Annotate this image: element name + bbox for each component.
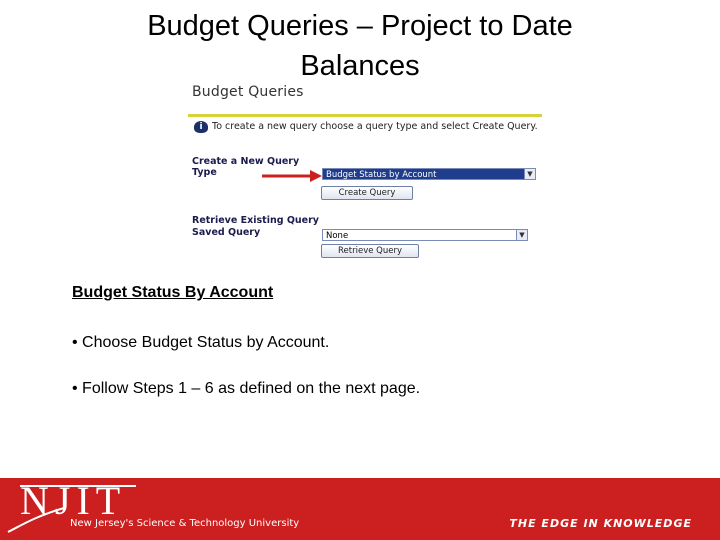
university-name: New Jersey's Science & Technology University [70,518,300,529]
info-message-text: To create a new query choose a query type and select Create Query. [212,121,538,132]
slide-title-line-1: Budget Queries – Project to Date [147,10,573,42]
chevron-down-icon[interactable]: ▼ [516,230,527,240]
saved-query-label: Saved Query [192,227,261,238]
query-type-select[interactable] [322,168,536,180]
retrieve-query-button[interactable]: Retrieve Query [321,244,419,258]
tagline: THE EDGE IN KNOWLEDGE [509,517,692,530]
bullet-item: • Follow Steps 1 – 6 as defined on the next page. [72,380,421,397]
query-type-select-value: Budget Status by Account [326,170,437,180]
saved-query-select[interactable] [322,229,528,241]
footer-bar [0,478,720,540]
budget-queries-screenshot [188,82,544,262]
create-new-query-label: Create a New Query [192,156,300,167]
slide-title [60,6,660,86]
swoosh-icon [6,502,66,534]
chevron-down-icon[interactable]: ▼ [524,169,535,179]
njit-logo: NJIT [20,478,127,523]
slide-title-line-2: Balances [300,50,420,82]
type-label: Type [192,167,217,178]
info-icon: i [194,121,208,133]
create-query-button[interactable]: Create Query [321,186,413,200]
section-heading: Budget Status By Account [72,284,274,301]
bullet-item: • Choose Budget Status by Account. [72,334,330,351]
red-arrow-icon [260,166,324,186]
retrieve-existing-query-label: Retrieve Existing Query [192,215,319,226]
heading-divider [188,114,542,117]
budget-queries-heading: Budget Queries [192,84,304,100]
saved-query-select-value: None [326,231,349,241]
